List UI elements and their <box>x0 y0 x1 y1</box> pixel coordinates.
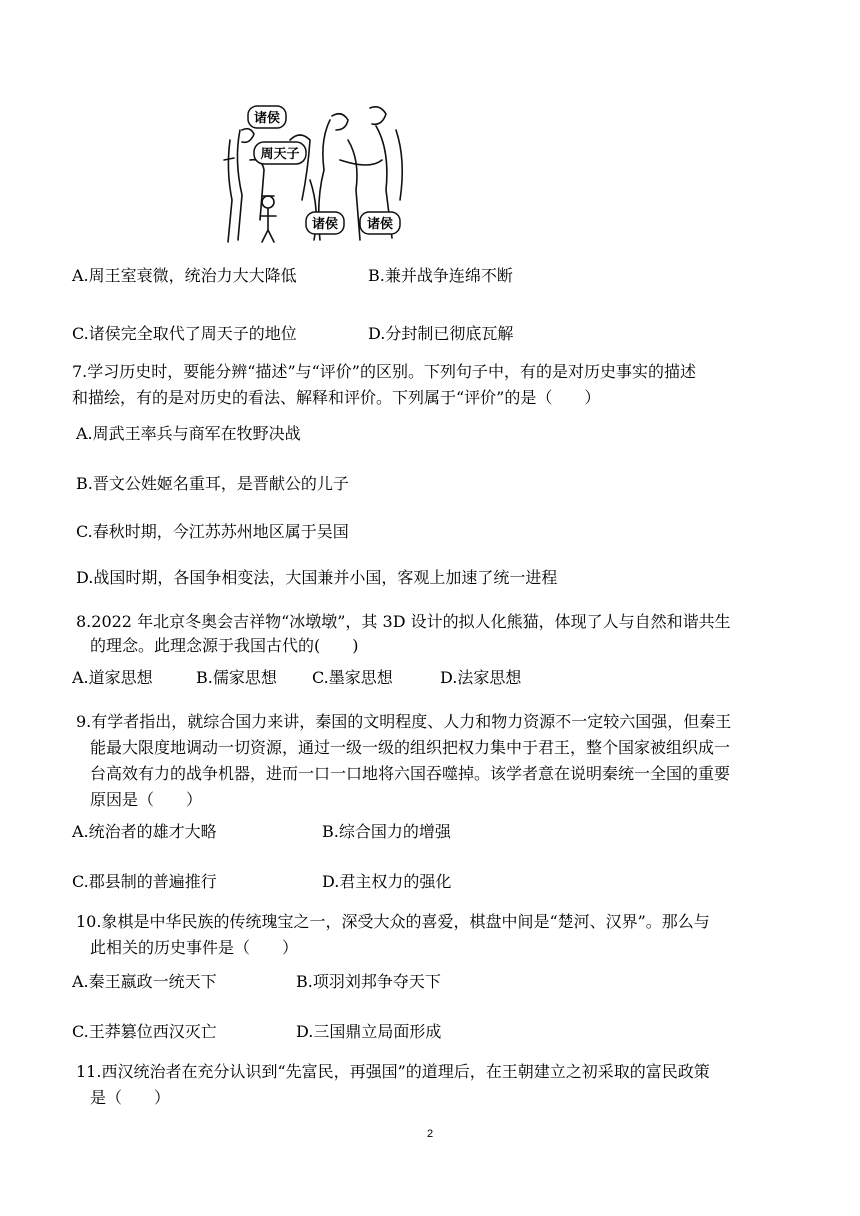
q9-option-b: B.综合国力的增强 <box>322 822 451 841</box>
q7-option-b: B.晋文公姓姬名重耳，是晋献公的儿子 <box>76 474 349 493</box>
page-number: 2 <box>426 1128 434 1140</box>
q8-option-b: B.儒家思想 <box>196 668 277 687</box>
q6-option-a: A.周王室衰微，统治力大大降低 <box>72 266 297 285</box>
q7-option-c: C.春秋时期，今江苏苏州地区属于吴国 <box>76 522 349 541</box>
badge-label-2: 周天子 <box>260 147 300 162</box>
q9-option-d: D.君主权力的强化 <box>322 872 452 891</box>
badge-label-4: 诸侯 <box>366 217 394 232</box>
q7-option-a: A.周武王率兵与商军在牧野决战 <box>76 424 301 443</box>
q7-stem-line-2: 和描绘，有的是对历史的看法、解释和评价。下列属于“评价”的是（ ） <box>72 388 601 407</box>
q9-stem-line-1: 9.有学者指出，就综合国力来讲，秦国的文明程度、人力和物力资源不一定较六国强，但秦王 <box>76 712 732 731</box>
badge-label-3: 诸侯 <box>311 217 339 232</box>
q7-option-d: D.战国时期，各国争相变法，大国兼并小国，客观上加速了统一进程 <box>76 568 558 587</box>
q10-stem-line-1: 10.象棋是中华民族的传统瑰宝之一，深受大众的喜爱，棋盘中间是“楚河、汉界”。那么与 <box>76 912 710 931</box>
q7-stem-line-1: 7.学习历史时，要能分辨“描述”与“评价”的区别。下列句子中，有的是对历史事实的描述 <box>72 362 696 381</box>
badge-label-1: 诸侯 <box>253 111 281 126</box>
q10-option-a: A.秦王嬴政一统天下 <box>72 972 217 991</box>
q9-stem-line-3: 台高效有力的战争机器，进而一口一口地将六国吞噬掉。该学者意在说明秦统一全国的重要 <box>90 764 731 783</box>
q10-option-d: D.三国鼎立局面形成 <box>296 1022 442 1041</box>
q10-option-b: B.项羽刘邦争夺天下 <box>296 972 441 991</box>
q11-stem-line-2: 是（ ） <box>90 1088 171 1107</box>
q10-option-c: C.王莽篡位西汉灭亡 <box>72 1022 217 1041</box>
q9-option-c: C.郡县制的普遍推行 <box>72 872 217 891</box>
feudal-lords-cartoon <box>220 100 408 246</box>
q8-option-c: C.墨家思想 <box>312 668 393 687</box>
q8-stem-line-1: 8.2022 年北京冬奥会吉祥物“冰墩墩”，其 3D 设计的拟人化熊猫，体现了人与自然和谐共生 <box>76 612 731 631</box>
q8-option-a: A.道家思想 <box>72 668 153 687</box>
q9-option-a: A.统治者的雄才大略 <box>72 822 217 841</box>
q10-stem-line-2: 此相关的历史事件是（ ） <box>90 938 299 957</box>
q9-stem-line-2: 能最大限度地调动一切资源，通过一级一级的组织把权力集中于君王，整个国家被组织成一 <box>90 738 731 757</box>
q11-stem-line-1: 11.西汉统治者在充分认识到“先富民，再强国”的道理后，在王朝建立之初采取的富民政策 <box>76 1062 710 1081</box>
q6-option-d: D.分封制已彻底瓦解 <box>368 324 514 343</box>
q9-stem-line-4: 原因是（ ） <box>90 790 203 809</box>
q6-option-c: C.诸侯完全取代了周天子的地位 <box>72 324 297 343</box>
q8-stem-line-2: 的理念。此理念源于我国古代的( ) <box>90 636 359 655</box>
q8-option-d: D.法家思想 <box>440 668 522 687</box>
q6-option-b: B.兼并战争连绵不断 <box>368 266 513 285</box>
